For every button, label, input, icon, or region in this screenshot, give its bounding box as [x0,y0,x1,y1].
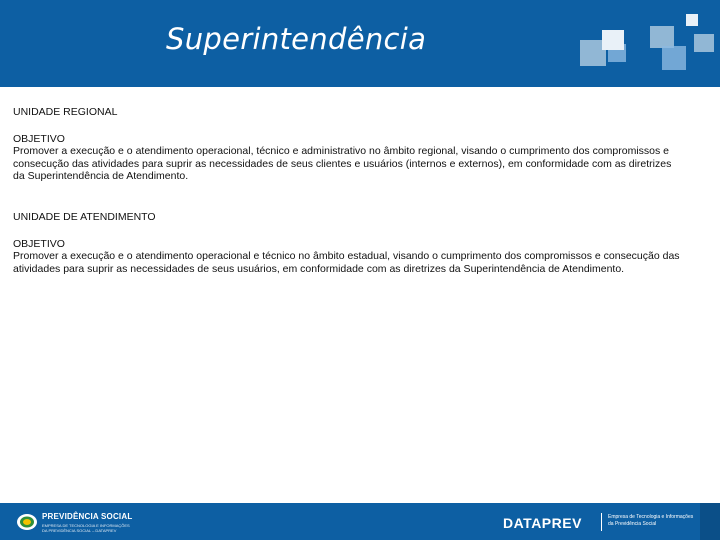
previdencia-emblem-icon [16,513,38,531]
objective-text: Promover a execução e o atendimento operacional, técnico e administrativo no âmbito regional, visando o cumprimento dos compromissos e consecução das atividades para suprir as necessidades de seus clientes e usuários (internos e externos), em conformidade com as diretrizes da Superintendência de Atendimento. [13,145,672,183]
objective-label: OBJETIVO [13,237,65,250]
footer-corner-accent [700,503,720,540]
section-atendimento [13,211,685,275]
objective-text: Promover a execução e o atendimento operacional e técnico no âmbito estadual, visando o cumprimento dos compromissos e consecução das atividades para suprir as necessidades de seus usuários, em conformidade com as diretrizes da Superintendência de Atendimento. [13,250,680,275]
section-heading: UNIDADE REGIONAL [13,106,118,118]
decorative-squares [570,8,720,83]
dataprev-logo-name: DATAPREV [503,515,582,531]
footer-bar [0,503,720,540]
section-regional [13,106,685,183]
objective-label: OBJETIVO [13,132,65,145]
logo-divider [601,513,602,531]
section-heading: UNIDADE DE ATENDIMENTO [13,210,156,223]
previdencia-logo-title: PREVIDÊNCIA SOCIAL [42,512,133,521]
header-bar [0,0,720,87]
page-title: Superintendência [166,22,427,56]
content-area [13,106,685,275]
previdencia-logo-subtitle: EMPRESA DE TECNOLOGIA E INFORMAÇÕES DA PREVIDÊNCIA SOCIAL – DATAPREV [42,523,130,533]
dataprev-logo-description: Empresa de Tecnologia e Informações da Previdência Social [608,514,694,527]
